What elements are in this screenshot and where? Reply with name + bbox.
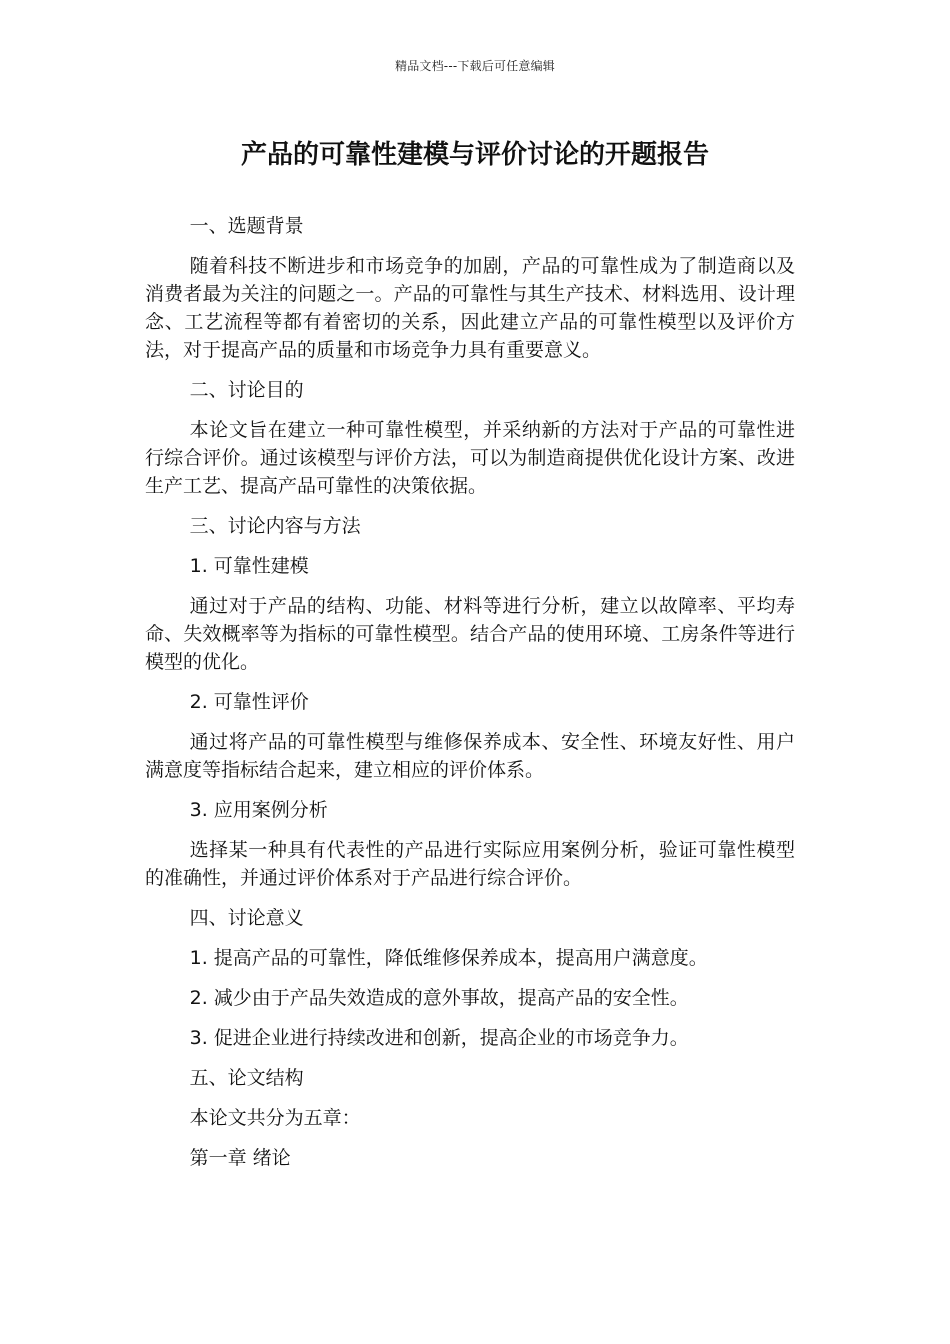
section-heading-structure: 五、论文结构 [189,1067,304,1089]
document-body [145,212,795,1184]
paragraph-evaluation: 通过将产品的可靠性模型与维修保养成本、安全性、环境友好性、用户满意度等指标结合起来，建立相应的评价体系。 [145,731,795,781]
subheading-modeling: 1. 可靠性建模 [189,555,309,577]
document-title: 产品的可靠性建模与评价讨论的开题报告 [240,140,709,170]
chapter-1-label: 第一章 绪论 [189,1147,291,1169]
significance-item-2: 2. 减少由于产品失效造成的意外事故，提高产品的安全性。 [189,987,689,1009]
paragraph-case-analysis: 选择某一种具有代表性的产品进行实际应用案例分析，验证可靠性模型的准确性，并通过评价体系对于产品进行综合评价。 [145,839,795,889]
subheading-case-analysis: 3. 应用案例分析 [189,799,328,821]
subheading-evaluation: 2. 可靠性评价 [189,691,309,713]
significance-item-3: 3. 促进企业进行持续改进和创新，提高企业的市场竞争力。 [189,1027,689,1049]
section-heading-background: 一、选题背景 [189,215,304,237]
paragraph-purpose: 本论文旨在建立一种可靠性模型，并采纳新的方法对于产品的可靠性进行综合评价。通过该模型与评价方法，可以为制造商提供优化设计方案、改进生产工艺、提高产品可靠性的决策依据。 [145,419,795,497]
paragraph-structure-intro: 本论文共分为五章： [189,1107,361,1129]
section-heading-significance: 四、讨论意义 [189,907,304,929]
paragraph-modeling: 通过对于产品的结构、功能、材料等进行分析，建立以故障率、平均寿命、失效概率等为指标的可靠性模型。结合产品的使用环境、工房条件等进行模型的优化。 [145,595,795,673]
section-heading-purpose: 二、讨论目的 [189,379,304,401]
section-heading-content-method: 三、讨论内容与方法 [189,515,361,537]
paragraph-background: 随着科技不断进步和市场竞争的加剧，产品的可靠性成为了制造商以及消费者最为关注的问题之一。产品的可靠性与其生产技术、材料选用、设计理念、工艺流程等都有着密切的关系，因此建立产品的可靠性模型以及评价方法，对于提高产品的质量和市场竞争力具有重要意义。 [145,255,795,361]
header-note: 精品文档---下载后可任意编辑 [395,59,555,73]
significance-item-1: 1. 提高产品的可靠性，降低维修保养成本，提高用户满意度。 [189,947,708,969]
